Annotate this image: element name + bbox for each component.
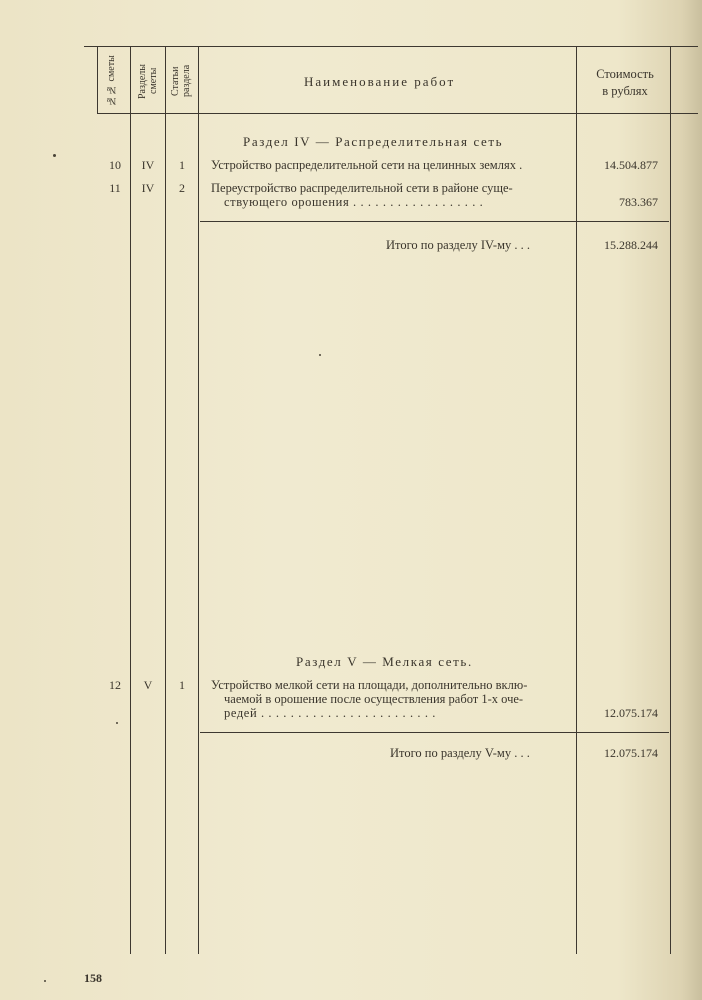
column-rule-1 <box>97 46 98 114</box>
row-no: 10 <box>109 158 121 172</box>
column-rule-6 <box>670 46 671 954</box>
header-col-article-1: Статьи <box>170 66 181 96</box>
column-rule-4 <box>198 46 199 954</box>
header-col-article <box>170 52 192 110</box>
subtotal-rule-5 <box>200 732 669 733</box>
row-description-line2: ствующего орошения . . . . . . . . . . . . . . . . . . <box>224 195 484 209</box>
row-description-line3: редей . . . . . . . . . . . . . . . . . . . . . . . . <box>224 706 437 720</box>
row-value: 783.367 <box>619 195 658 209</box>
section-total-label: Итого по разделу IV-му . . . <box>386 238 530 252</box>
section-total-value: 12.075.174 <box>604 746 658 760</box>
row-section: IV <box>141 158 155 172</box>
section-total-value: 15.288.244 <box>604 238 658 252</box>
scan-speck <box>53 154 56 157</box>
row-article: 1 <box>179 158 185 172</box>
subtotal-rule-4 <box>200 221 669 222</box>
scan-speck <box>319 354 321 356</box>
row-description-line1: Переустройство распределительной сети в районе суще- <box>211 181 513 195</box>
page-number: 158 <box>84 971 102 985</box>
row-value: 12.075.174 <box>604 706 658 720</box>
header-col-no: №№ сметы <box>106 55 117 107</box>
header-col-cost-1: Стоимость <box>596 67 654 81</box>
row-description-line1: Устройство мелкой сети на площади, дополнительно вклю- <box>211 678 528 692</box>
row-description: Устройство распределительной сети на целинных землях . <box>211 158 523 172</box>
header-col-article-2: раздела <box>181 64 192 98</box>
header-col-cost-2: в рублях <box>602 84 648 98</box>
scan-speck <box>44 980 46 982</box>
row-description-line2: чаемой в орошение после осуществления работ 1-х оче- <box>224 692 524 706</box>
table-top-rule <box>84 46 698 47</box>
row-no: 12 <box>109 678 121 692</box>
header-col-cost <box>580 66 670 100</box>
header-col-section: Разделы сметы <box>137 63 159 99</box>
section-title: Раздел IV — Распределительная сеть <box>243 134 504 149</box>
header-col-name: Наименование работ <box>304 74 456 89</box>
header-bottom-rule <box>98 113 698 114</box>
row-value: 14.504.877 <box>604 158 658 172</box>
row-article: 1 <box>179 678 185 692</box>
column-rule-5 <box>576 46 577 954</box>
section-total-label: Итого по разделу V-му . . . <box>390 746 530 760</box>
scan-speck <box>116 722 118 724</box>
row-article: 2 <box>179 181 185 195</box>
row-section: IV <box>141 181 155 195</box>
section-title: Раздел V — Мелкая сеть. <box>296 654 473 669</box>
row-no: 11 <box>109 181 121 195</box>
row-section: V <box>143 678 153 692</box>
